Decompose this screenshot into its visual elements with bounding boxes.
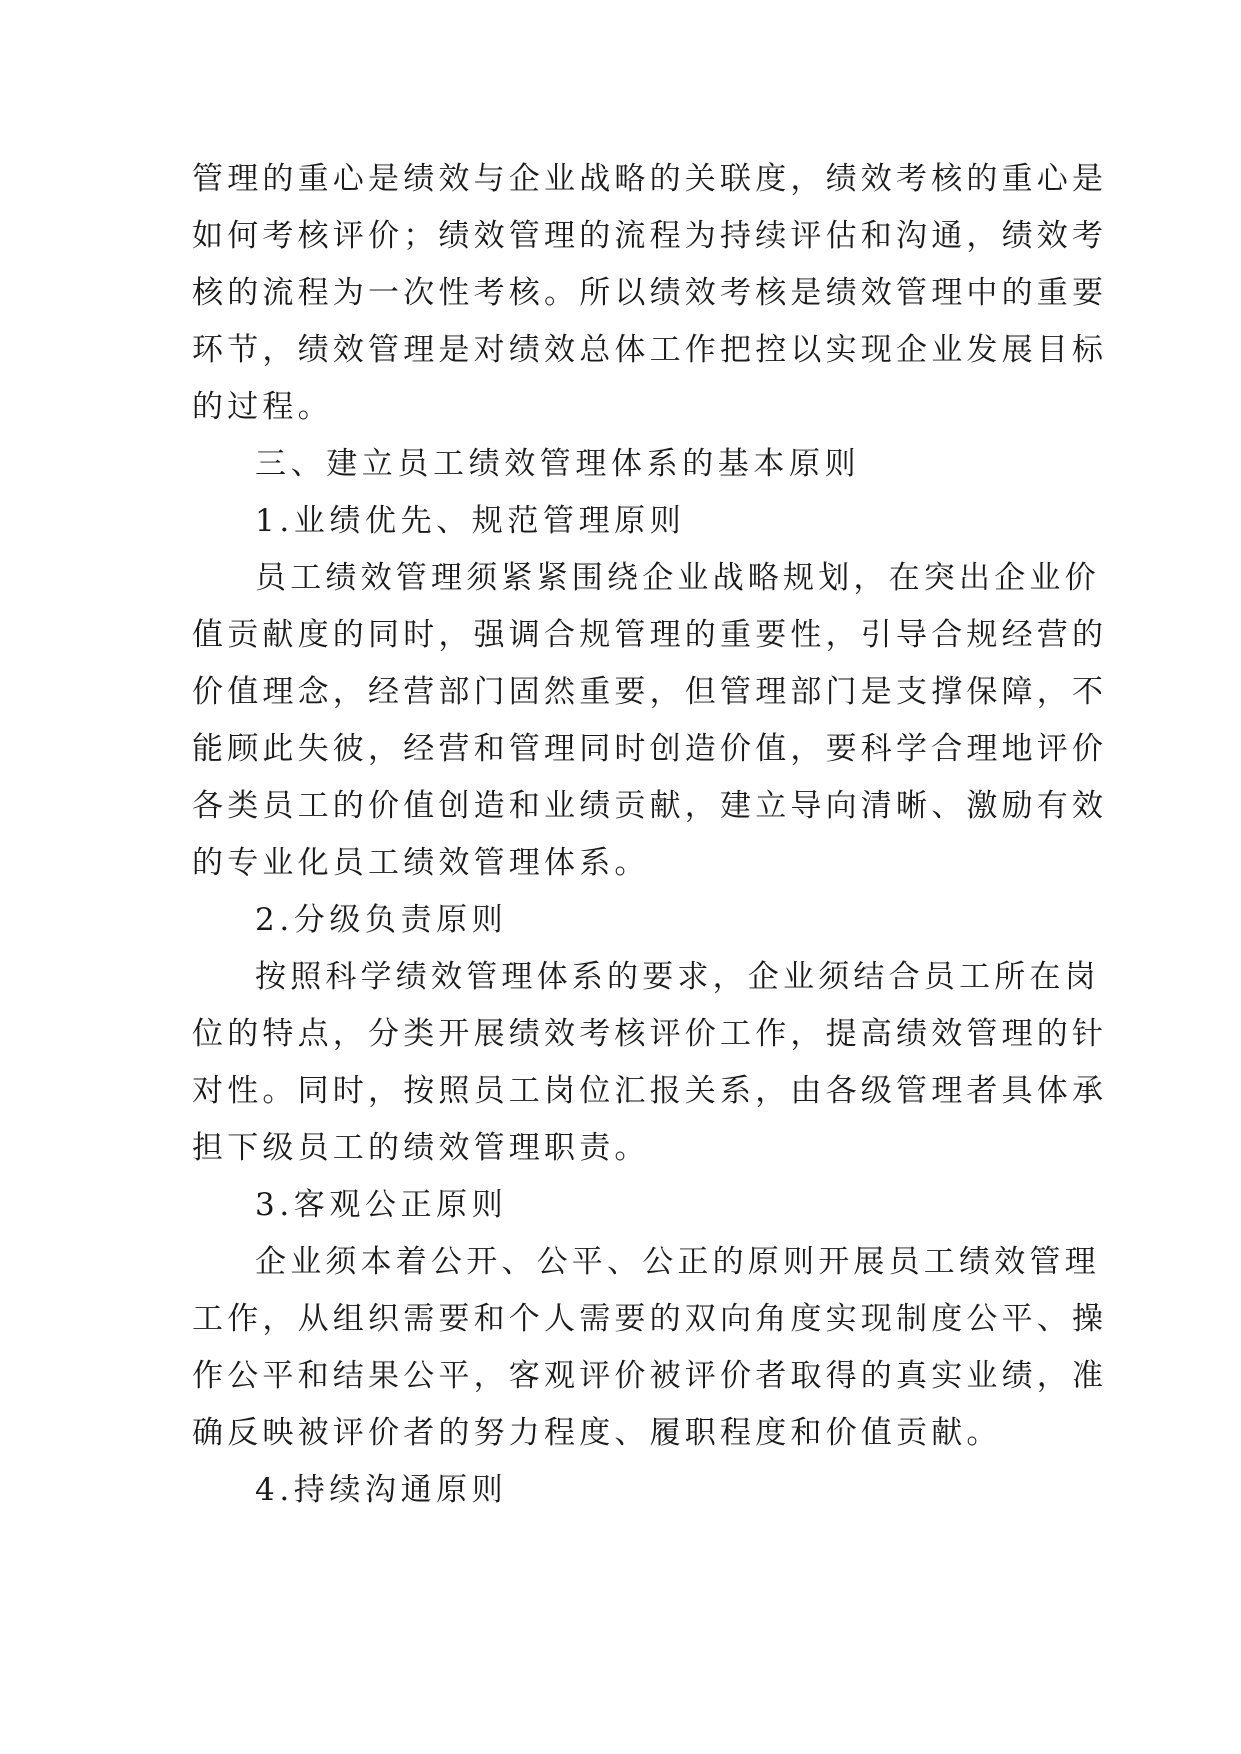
paragraph-line: 位的特点，分类开展绩效考核评价工作，提高绩效管理的针	[192, 1016, 1108, 1052]
paragraph-line: 能顾此失彼，经营和管理同时创造价值，要科学合理地评价	[192, 731, 1108, 767]
section-heading: 三、建立员工绩效管理体系的基本原则	[255, 446, 861, 482]
paragraph-line: 工作，从组织需要和个人需要的双向角度实现制度公平、操	[192, 1301, 1108, 1337]
paragraph-line: 的过程。	[192, 389, 333, 425]
subsection-heading: 1.业绩优先、规范管理原则	[255, 503, 686, 539]
paragraph-line: 如何考核评价；绩效管理的流程为持续评估和沟通，绩效考	[192, 218, 1108, 254]
paragraph-line: 各类员工的价值创造和业绩贡献，建立导向清晰、激励有效	[192, 788, 1108, 824]
subsection-heading: 2.分级负责原则	[255, 902, 508, 938]
paragraph-line: 担下级员工的绩效管理职责。	[192, 1130, 650, 1166]
paragraph-line: 的专业化员工绩效管理体系。	[192, 845, 650, 881]
paragraph-line: 员工绩效管理须紧紧围绕企业战略规划，在突出企业价	[255, 560, 1100, 596]
paragraph-line: 值贡献度的同时，强调合规管理的重要性，引导合规经营的	[192, 617, 1108, 653]
paragraph-line: 核的流程为一次性考核。所以绩效考核是绩效管理中的重要	[192, 275, 1108, 311]
paragraph-line: 按照科学绩效管理体系的要求，企业须结合员工所在岗	[255, 959, 1100, 995]
paragraph-line: 确反映被评价者的努力程度、履职程度和价值贡献。	[192, 1415, 1002, 1451]
paragraph-line: 环节，绩效管理是对绩效总体工作把控以实现企业发展目标	[192, 332, 1108, 368]
paragraph-line: 企业须本着公开、公平、公正的原则开展员工绩效管理	[255, 1244, 1100, 1280]
paragraph-line: 价值理念，经营部门固然重要，但管理部门是支撑保障，不	[192, 674, 1108, 710]
subsection-heading: 3.客观公正原则	[255, 1187, 508, 1223]
paragraph-line: 管理的重心是绩效与企业战略的关联度，绩效考核的重心是	[192, 161, 1108, 197]
subsection-heading: 4.持续沟通原则	[255, 1472, 508, 1508]
paragraph-line: 作公平和结果公平，客观评价被评价者取得的真实业绩，准	[192, 1358, 1108, 1394]
paragraph-line: 对性。同时，按照员工岗位汇报关系，由各级管理者具体承	[192, 1073, 1108, 1109]
